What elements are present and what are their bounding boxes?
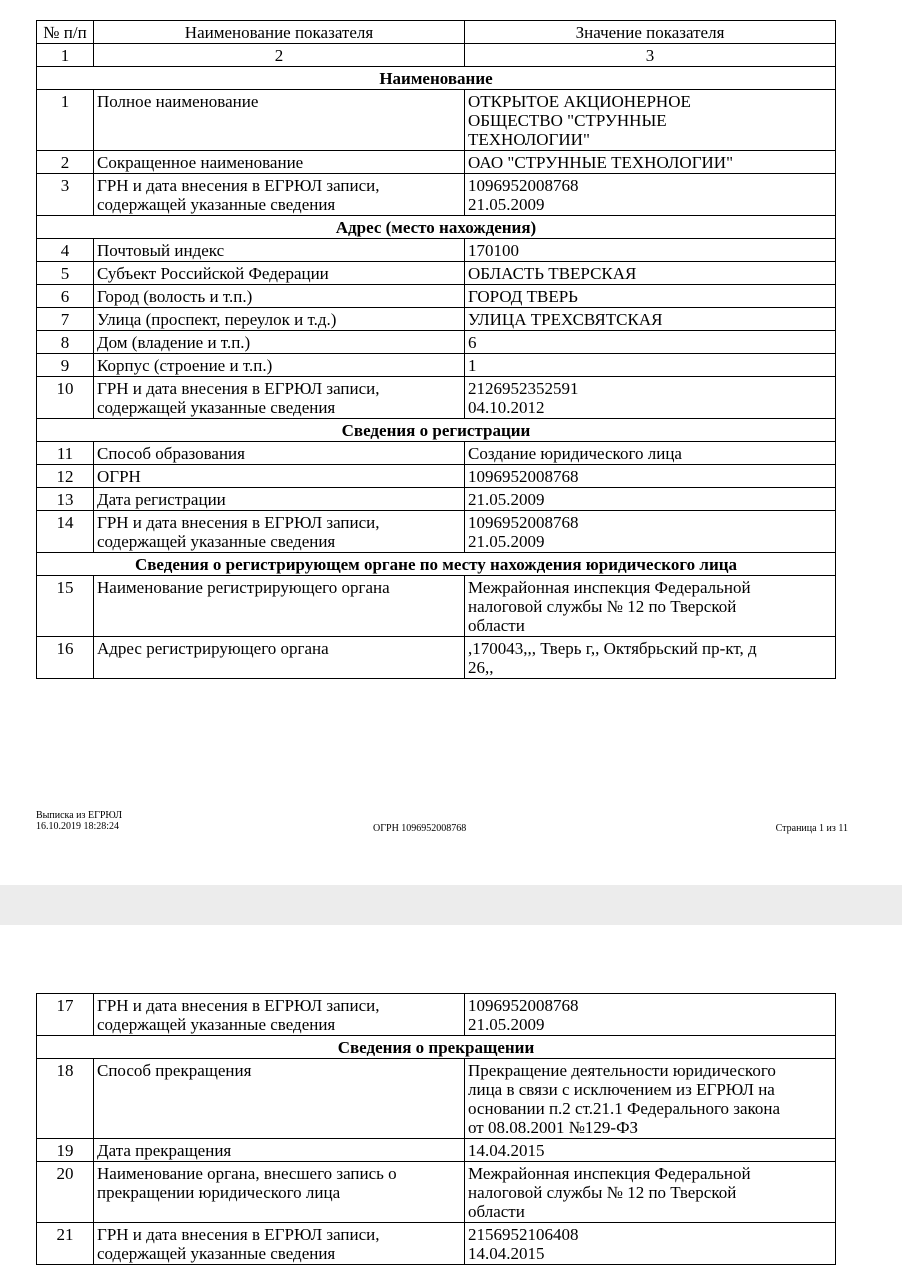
row-number: 17 [37,994,94,1036]
section-title: Адрес (место нахождения) [37,216,836,239]
row-number: 16 [37,637,94,679]
row-indicator-name: ГРН и дата внесения в ЕГРЮЛ записи, содержащей указанные сведения [94,174,465,216]
table-row [37,1059,836,1139]
section-title: Наименование [37,67,836,90]
row-indicator-name: Субъект Российской Федерации [94,262,465,285]
row-number: 10 [37,377,94,419]
row-indicator-name: Сокращенное наименование [94,151,465,174]
table-row [37,1139,836,1162]
row-number: 9 [37,354,94,377]
row-indicator-name: ОГРН [94,465,465,488]
row-indicator-name: Дата прекращения [94,1139,465,1162]
row-indicator-value: 1096952008768 21.05.2009 [465,511,836,553]
document-page-2 [0,925,902,1279]
row-indicator-value: 170100 [465,239,836,262]
table-row [37,511,836,553]
column-header-number: № п/п [37,21,94,44]
row-indicator-name: Адрес регистрирующего органа [94,637,465,679]
row-indicator-name: Почтовый индекс [94,239,465,262]
row-number: 3 [37,174,94,216]
section-title: Сведения о прекращении [37,1036,836,1059]
table-row [37,637,836,679]
section-header-row [37,553,836,576]
column-header-indicator-name: Наименование показателя [94,21,465,44]
row-indicator-value: ОАО "СТРУННЫЕ ТЕХНОЛОГИИ" [465,151,836,174]
footer-page-number: Страница 1 из 11 [775,823,848,834]
row-indicator-name: Полное наименование [94,90,465,151]
table-row [37,1162,836,1223]
row-indicator-value: 1096952008768 21.05.2009 [465,174,836,216]
row-indicator-name: Способ прекращения [94,1059,465,1139]
row-indicator-name: Наименование регистрирующего органа [94,576,465,637]
row-number: 2 [37,151,94,174]
footer-left [36,810,122,832]
row-number: 7 [37,308,94,331]
row-indicator-name: Дата регистрации [94,488,465,511]
table-row [37,151,836,174]
row-indicator-value: 2126952352591 04.10.2012 [465,377,836,419]
row-indicator-value: ОТКРЫТОЕ АКЦИОНЕРНОЕ ОБЩЕСТВО "СТРУННЫЕ ТЕХНОЛОГИИ" [465,90,836,151]
row-indicator-name: Город (волость и т.п.) [94,285,465,308]
extract-table-page-2 [36,993,836,1265]
row-number: 4 [37,239,94,262]
table-row [37,262,836,285]
table-header-row [37,21,836,44]
row-number: 18 [37,1059,94,1139]
row-indicator-value: УЛИЦА ТРЕХСВЯТСКАЯ [465,308,836,331]
table-row [37,90,836,151]
row-indicator-value: 1096952008768 [465,465,836,488]
row-number: 20 [37,1162,94,1223]
row-indicator-name: ГРН и дата внесения в ЕГРЮЛ записи, содержащей указанные сведения [94,377,465,419]
row-number: 14 [37,511,94,553]
section-title: Сведения о регистрирующем органе по месту нахождения юридического лица [37,553,836,576]
row-number: 19 [37,1139,94,1162]
section-header-row [37,67,836,90]
row-indicator-value: 1 [465,354,836,377]
row-indicator-value: 21.05.2009 [465,488,836,511]
section-header-row [37,1036,836,1059]
table-row [37,285,836,308]
table-row [37,1223,836,1265]
row-indicator-value: ОБЛАСТЬ ТВЕРСКАЯ [465,262,836,285]
table-row [37,174,836,216]
row-indicator-name: ГРН и дата внесения в ЕГРЮЛ записи, содержащей указанные сведения [94,994,465,1036]
table-row [37,994,836,1036]
table-row [37,354,836,377]
row-indicator-value: Межрайонная инспекция Федеральной налоговой службы № 12 по Тверской области [465,1162,836,1223]
row-number: 8 [37,331,94,354]
row-number: 5 [37,262,94,285]
row-number: 6 [37,285,94,308]
section-header-row [37,419,836,442]
footer-datetime: 16.10.2019 18:28:24 [36,821,120,832]
row-number: 1 [37,90,94,151]
table-row [37,576,836,637]
table-row [37,488,836,511]
row-indicator-name: ГРН и дата внесения в ЕГРЮЛ записи, содержащей указанные сведения [94,1223,465,1265]
row-indicator-name: Способ образования [94,442,465,465]
section-header-row [37,216,836,239]
table-row [37,377,836,419]
row-indicator-name: Улица (проспект, переулок и т.д.) [94,308,465,331]
column-header-indicator-value: Значение показателя [465,21,836,44]
column-index-2: 2 [94,44,465,67]
row-indicator-value: 6 [465,331,836,354]
row-indicator-value: Создание юридического лица [465,442,836,465]
row-number: 12 [37,465,94,488]
row-number: 21 [37,1223,94,1265]
column-index-3: 3 [465,44,836,67]
column-index-1: 1 [37,44,94,67]
section-title: Сведения о регистрации [37,419,836,442]
row-indicator-value: 2156952106408 14.04.2015 [465,1223,836,1265]
table-row [37,239,836,262]
row-indicator-value: Межрайонная инспекция Федеральной налоговой службы № 12 по Тверской области [465,576,836,637]
footer-ogrn: ОГРН 1096952008768 [373,823,467,834]
table-row [37,442,836,465]
row-number: 11 [37,442,94,465]
row-indicator-value: 14.04.2015 [465,1139,836,1162]
row-indicator-value: ,170043,,, Тверь г,, Октябрьский пр-кт, д 26,, [465,637,836,679]
extract-table-page-1 [36,20,836,679]
row-number: 15 [37,576,94,637]
table-row [37,465,836,488]
footer-doc-title: Выписка из ЕГРЮЛ [36,810,122,821]
row-indicator-name: Дом (владение и т.п.) [94,331,465,354]
table-column-index-row [37,44,836,67]
row-indicator-name: Наименование органа, внесшего запись о прекращении юридического лица [94,1162,465,1223]
page-separator [0,885,902,925]
row-indicator-value: Прекращение деятельности юридического лица в связи с исключением из ЕГРЮЛ на основании п.2 ст.21.1 Федерального закона от 08.08.2001 №129-ФЗ [465,1059,836,1139]
row-indicator-value: ГОРОД ТВЕРЬ [465,285,836,308]
row-indicator-name: Корпус (строение и т.п.) [94,354,465,377]
row-number: 13 [37,488,94,511]
table-row [37,331,836,354]
row-indicator-value: 1096952008768 21.05.2009 [465,994,836,1036]
row-indicator-name: ГРН и дата внесения в ЕГРЮЛ записи, содержащей указанные сведения [94,511,465,553]
table-row [37,308,836,331]
